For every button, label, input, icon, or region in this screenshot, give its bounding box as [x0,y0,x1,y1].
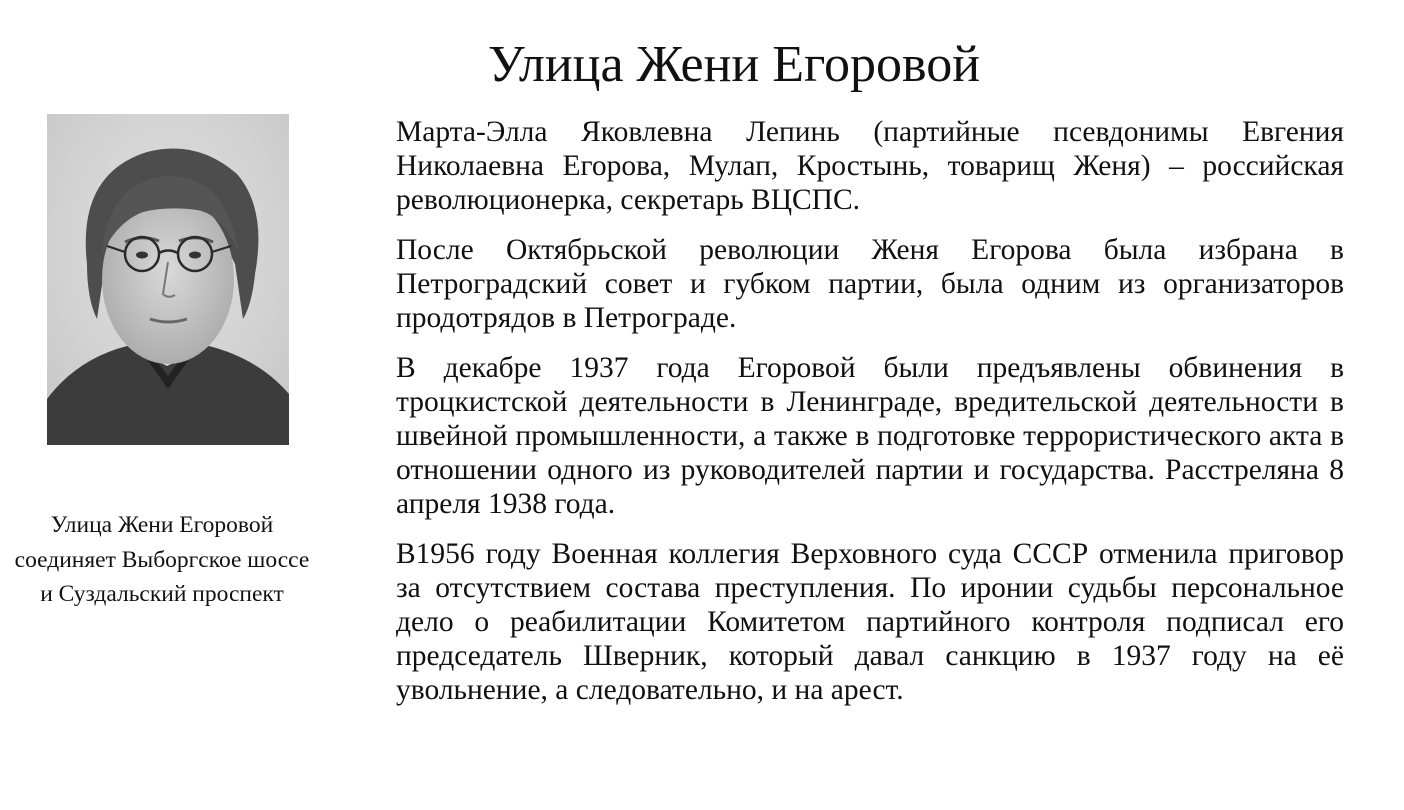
biography-paragraph-1: Марта-Элла Яковлевна Лепинь (партийные псевдонимы Евгения Николаевна Егорова, Мулап, Кростынь, товарищ Женя) – российская революционерка, секретарь ВЦСПС. [396,116,1344,216]
biography-text [396,115,1344,723]
portrait-photo-icon [47,114,289,445]
biography-paragraph-2: После Октябрьской революции Женя Егорова была избрана в Петроградский совет и губком партии, была одним из организаторов продотрядов в Петрограде. [396,234,1344,334]
photo-caption: Улица Жени Егоровой соединяет Выборгское шоссе и Суздальский проспект [14,512,310,607]
biography-paragraph-4: В1956 году Военная коллегия Верховного суда СССР отменила приговор за отсутствием состава преступления. По иронии судьбы персональное дело о реабилитации Комитетом партийного контроля подписал его председатель Шверник, который давал санкцию в 1937 году на её увольнение, а следовательно, и на арест. [396,538,1344,706]
biography-paragraph-3: В декабре 1937 года Егоровой были предъявлены обвинения в троцкистской деятельности в Ленинграде, вредительской деятельности в швейной промышленности, а также в подготовке террористического акта в отношении одного из руководителей партии и государства. Расстреляна 8 апреля 1938 года. [396,352,1344,520]
page-title: Улица Жени Егоровой [487,36,981,93]
portrait-photo [47,114,289,445]
